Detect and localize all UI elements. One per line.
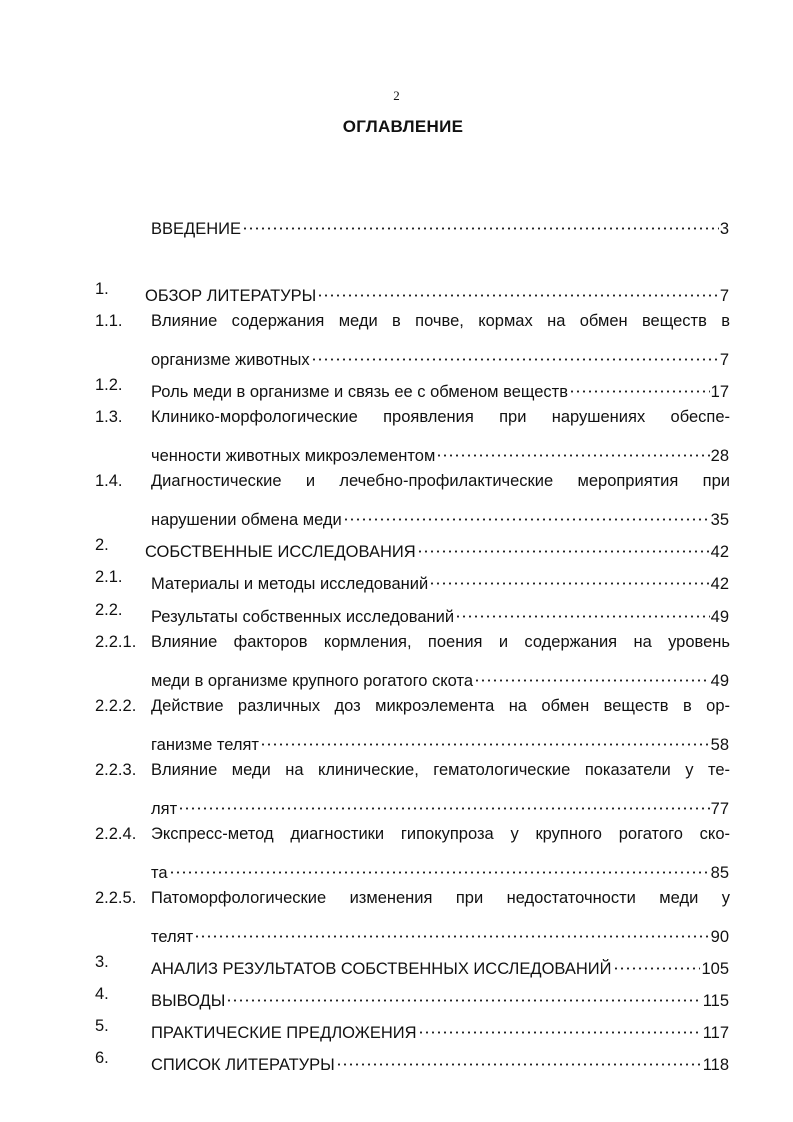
- toc-line: [0, 982, 793, 1010]
- toc-line: [0, 726, 793, 754]
- toc-line: [0, 950, 793, 978]
- dot-leader: [311, 341, 719, 365]
- dot-leader: [474, 662, 710, 686]
- dot-leader: [429, 565, 709, 589]
- toc-entry-title: ПРАКТИЧЕСКИЕ ПРЕДЛОЖЕНИЯ: [151, 1024, 417, 1042]
- dot-leader: [613, 950, 701, 974]
- toc-line: [0, 854, 793, 882]
- toc-line: [0, 309, 793, 333]
- toc-line: [0, 758, 793, 782]
- toc-line: [0, 565, 793, 593]
- dot-leader: [169, 854, 710, 878]
- toc-line: [0, 533, 793, 561]
- toc-entry-title-line: Диагностические и лечебно-профилактические мероприятия при: [151, 472, 730, 490]
- toc-entry-title: Результаты собственных исследований: [151, 608, 455, 626]
- toc-entry-title: лят: [151, 800, 178, 818]
- toc-entry-title: ВЫВОДЫ: [151, 992, 226, 1010]
- toc-page-number: 90: [710, 928, 729, 946]
- toc-entry-number: 2.2.3.: [95, 761, 137, 779]
- toc-leader: [151, 598, 729, 629]
- dot-leader: [336, 1046, 702, 1070]
- toc-leader: [145, 277, 729, 308]
- toc-leader: [151, 918, 729, 949]
- toc-page-number: 85: [710, 864, 729, 882]
- toc-line: [0, 918, 793, 946]
- dot-leader: [417, 533, 710, 557]
- toc-entry-title: СОБСТВЕННЫЕ ИССЛЕДОВАНИЯ: [145, 543, 416, 561]
- toc-entry-title-line: Клинико-морфологические проявления при нарушениях обеспе-: [151, 408, 730, 426]
- toc-entry-intro: [0, 210, 793, 238]
- toc-entry-number: 2.2.4.: [95, 825, 137, 843]
- toc-page-number: 35: [710, 511, 729, 529]
- toc-entry-title: ганизме телят: [151, 736, 259, 754]
- toc-entry-title: организме животных: [151, 351, 310, 369]
- toc-entry-title-line: Действие различных доз микроэлемента на обмен веществ в ор-: [151, 697, 730, 715]
- toc-line: [0, 822, 793, 846]
- toc-leader: [151, 1014, 729, 1045]
- toc-page-number: 49: [710, 672, 729, 690]
- toc-entry-number: 6.: [95, 1049, 109, 1067]
- toc-leader: [151, 341, 729, 372]
- toc-leader: [151, 437, 729, 468]
- toc-entry-number: 1.3.: [95, 408, 123, 426]
- toc-entry-number: 1.2.: [95, 376, 123, 394]
- toc-page-number: 117: [702, 1024, 729, 1042]
- toc-line: [0, 405, 793, 429]
- toc-entry-title: Материалы и методы исследований: [151, 575, 429, 593]
- toc-page-number: 105: [701, 960, 729, 978]
- toc-leader: [151, 565, 729, 596]
- toc-entry-title: Роль меди в организме и связь ее с обменом веществ: [151, 383, 569, 401]
- toc-leader: [151, 982, 729, 1013]
- toc-page-number: 115: [702, 992, 729, 1010]
- dot-leader: [194, 918, 710, 942]
- page-number: 2: [393, 88, 400, 103]
- toc-leader: [151, 950, 729, 981]
- toc-leader: [151, 501, 729, 532]
- dot-leader: [260, 726, 710, 750]
- toc-entry-number: 5.: [95, 1017, 109, 1035]
- dot-leader: [436, 437, 709, 461]
- toc-line: [0, 501, 793, 529]
- dot-leader: [455, 598, 710, 622]
- toc-page-number: 7: [719, 287, 729, 305]
- toc-leader: [151, 854, 729, 885]
- toc-line: [0, 437, 793, 465]
- toc-leader: [145, 533, 729, 564]
- toc-page-number: 77: [710, 800, 729, 818]
- toc-entry-title: меди в организме крупного рогатого скота: [151, 672, 474, 690]
- toc-leader: [151, 1046, 729, 1077]
- toc-entry-number: 2.2.: [95, 601, 123, 619]
- toc-entry-title: телят: [151, 928, 194, 946]
- dot-leader: [226, 982, 701, 1006]
- toc-entry-number: 2.: [95, 536, 109, 554]
- toc-entry-title: ченности животных микроэлементом: [151, 447, 436, 465]
- dot-leader: [418, 1014, 702, 1038]
- toc-entry-number: 3.: [95, 953, 109, 971]
- toc-entry-number: 4.: [95, 985, 109, 1003]
- toc-line: [0, 1046, 793, 1074]
- toc-line: [0, 790, 793, 818]
- toc-entry-number: 1.: [95, 280, 109, 298]
- toc-page-number: 3: [719, 220, 729, 238]
- toc-page-number: 42: [710, 575, 729, 593]
- toc-line: [0, 277, 793, 305]
- toc-entry-number: 2.2.1.: [95, 633, 137, 651]
- toc-leader: [151, 662, 729, 693]
- dot-leader: [569, 373, 710, 397]
- toc-entry-number: 1.1.: [95, 312, 123, 330]
- toc-leader: [151, 373, 729, 404]
- toc-page-number: 28: [710, 447, 729, 465]
- toc-page-number: 58: [710, 736, 729, 754]
- toc-entry-title-line: Влияние меди на клинические, гематологические показатели у те-: [151, 761, 730, 779]
- toc-line: [0, 373, 793, 401]
- toc-entry-title-line: Патоморфологические изменения при недостаточности меди у: [151, 889, 730, 907]
- toc-line: [0, 886, 793, 910]
- toc-entry-number: 2.2.5.: [95, 889, 137, 907]
- toc-page-number: 118: [702, 1056, 729, 1074]
- toc-leader: [151, 210, 729, 241]
- toc-entry-title: нарушении обмена меди: [151, 511, 342, 529]
- toc-leader: [151, 790, 729, 821]
- dot-leader: [178, 790, 710, 814]
- toc-entry-number: 1.4.: [95, 472, 123, 490]
- toc-entry-title: ВВЕДЕНИЕ: [151, 220, 241, 238]
- toc-entry-title-line: Экспресс-метод диагностики гипокупроза у крупного рогатого ско-: [151, 825, 730, 843]
- toc-line: [0, 1014, 793, 1042]
- toc-line: [0, 598, 793, 626]
- toc-entry-title-line: Влияние факторов кормления, поения и содержания на уровень: [151, 633, 730, 651]
- toc-line: [0, 630, 793, 654]
- toc-entry-title: СПИСОК ЛИТЕРАТУРЫ: [151, 1056, 335, 1074]
- toc-page-number: 17: [710, 383, 729, 401]
- toc-entry-title-line: Влияние содержания меди в почве, кормах на обмен веществ в: [151, 312, 730, 330]
- toc-line: [0, 469, 793, 493]
- toc-page-number: 49: [710, 608, 729, 626]
- toc-entry-number: 2.1.: [95, 568, 123, 586]
- toc-leader: [151, 726, 729, 757]
- dot-leader: [242, 210, 719, 234]
- toc-line: [0, 662, 793, 690]
- toc-line: [0, 694, 793, 718]
- toc-entry-title: ОБЗОР ЛИТЕРАТУРЫ: [145, 287, 317, 305]
- dot-leader: [343, 501, 710, 525]
- toc-entry-title: та: [151, 864, 168, 882]
- toc-page-number: 42: [710, 543, 729, 561]
- page-title: ОГЛАВЛЕНИЕ: [342, 117, 464, 136]
- toc-entry-title: АНАЛИЗ РЕЗУЛЬТАТОВ СОБСТВЕННЫХ ИССЛЕДОВАНИЙ: [151, 960, 612, 978]
- toc-entry-number: 2.2.2.: [95, 697, 137, 715]
- toc-page-number: 7: [719, 351, 729, 369]
- toc-line: [0, 341, 793, 369]
- dot-leader: [317, 277, 719, 301]
